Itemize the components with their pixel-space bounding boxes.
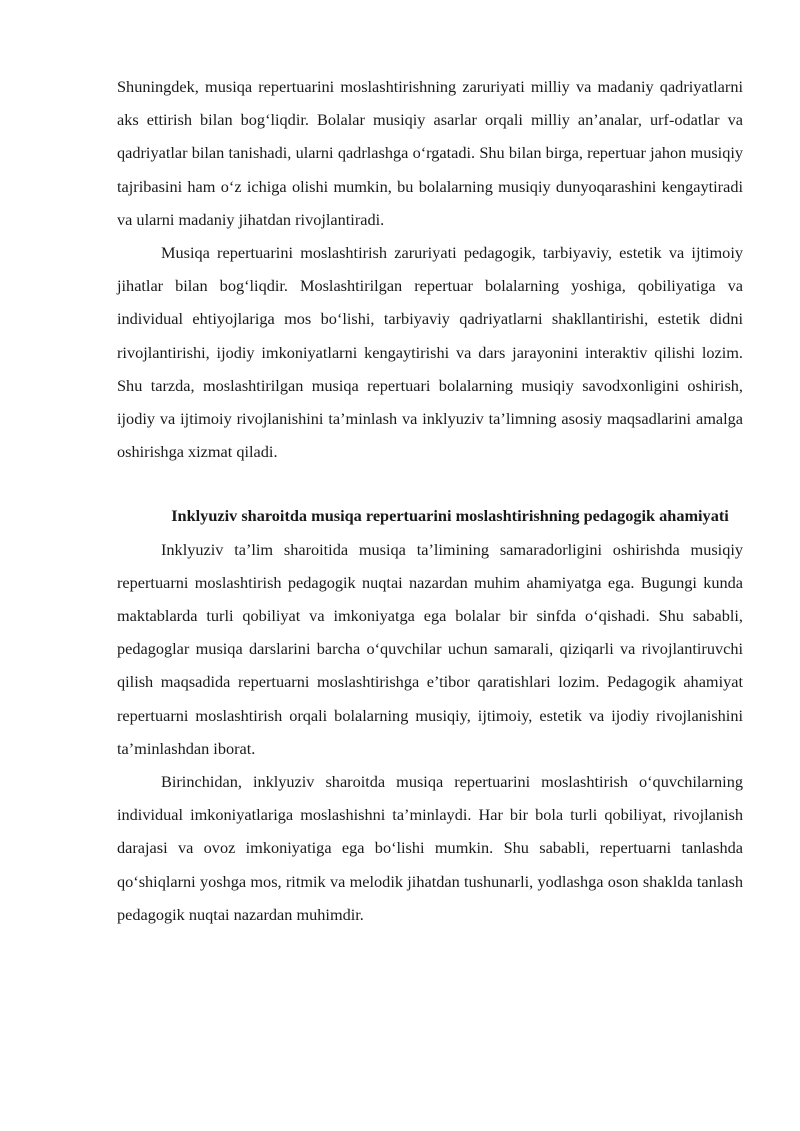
document-page [117, 70, 743, 931]
body-paragraph: Birinchidan, inklyuziv sharoitda musiqa repertuarini moslashtirish o‘quvchilarning individual imkoniyatlariga moslashishni ta’minlaydi. Har bir bola turli qobiliyat, rivojlanish darajasi va ovoz imkoniyatiga ega bo‘lishi mumkin. Shu sababli, repertuarni tanlashda qo‘shiqlarni yoshga mos, ritmik va melodik jihatdan tushunarli, yodlashga oson shaklda tanlash pedagogik nuqtai nazardan muhimdir. [117, 772, 743, 924]
section-heading: Inklyuziv sharoitda musiqa repertuarini moslashtirishning pedagogik ahamiyati [171, 506, 729, 526]
body-paragraph: Inklyuziv ta’lim sharoitida musiqa ta’limining samaradorligini oshirishda musiqiy repertuarni moslashtirish pedagogik nuqtai nazardan muhim ahamiyatga ega. Bugungi kunda maktablarda turli qobiliyat va imkoniyatga ega bolalar bir sinfda o‘qishadi. Shu sababli, pedagoglar musiqa darslarini barcha o‘quvchilar uchun samarali, qiziqarli va rivojlantiruvchi qilish maqsadida repertuarni moslashtirishga e’tibor qaratishlari lozim. Pedagogik ahamiyat repertuarni moslashtirish orqali bolalarning musiqiy, ijtimoiy, estetik va ijodiy rivojlanishini ta’minlashdan iborat. [117, 539, 743, 758]
body-paragraph: Musiqa repertuarini moslashtirish zaruriyati pedagogik, tarbiyaviy, estetik va ijtimoiy jihatlar bilan bog‘liqdir. Moslashtirilgan repertuar bolalarning yoshiga, qobiliyatiga va individual ehtiyojlariga mos bo‘lishi, tarbiyaviy qadriyatlarni shakllantirishi, estetik didni rivojlantirishi, ijodiy imkoniyatlarni kengaytirishi va dars jarayonini interaktiv qilishi lozim. Shu tarzda, moslashtirilgan musiqa repertuari bolalarning musiqiy savodxonligini oshirish, ijodiy va ijtimoiy rivojlanishini ta’minlash va inklyuziv ta’limning asosiy maqsadlarini amalga oshirishga xizmat qiladi. [117, 243, 743, 462]
body-paragraph: Shuningdek, musiqa repertuarini moslashtirishning zaruriyati milliy va madaniy qadriyatlarni aks ettirish bilan bog‘liqdir. Bolalar musiqiy asarlar orqali milliy an’analar, urf-odatlar va qadriyatlar bilan tanishadi, ularni qadrlashga o‘rgatadi. Shu bilan birga, repertuar jahon musiqiy tajribasini ham o‘z ichiga olishi mumkin, bu bolalarning musiqiy dunyoqarashini kengaytiradi va ularni madaniy jihatdan rivojlantiradi. [117, 77, 743, 229]
